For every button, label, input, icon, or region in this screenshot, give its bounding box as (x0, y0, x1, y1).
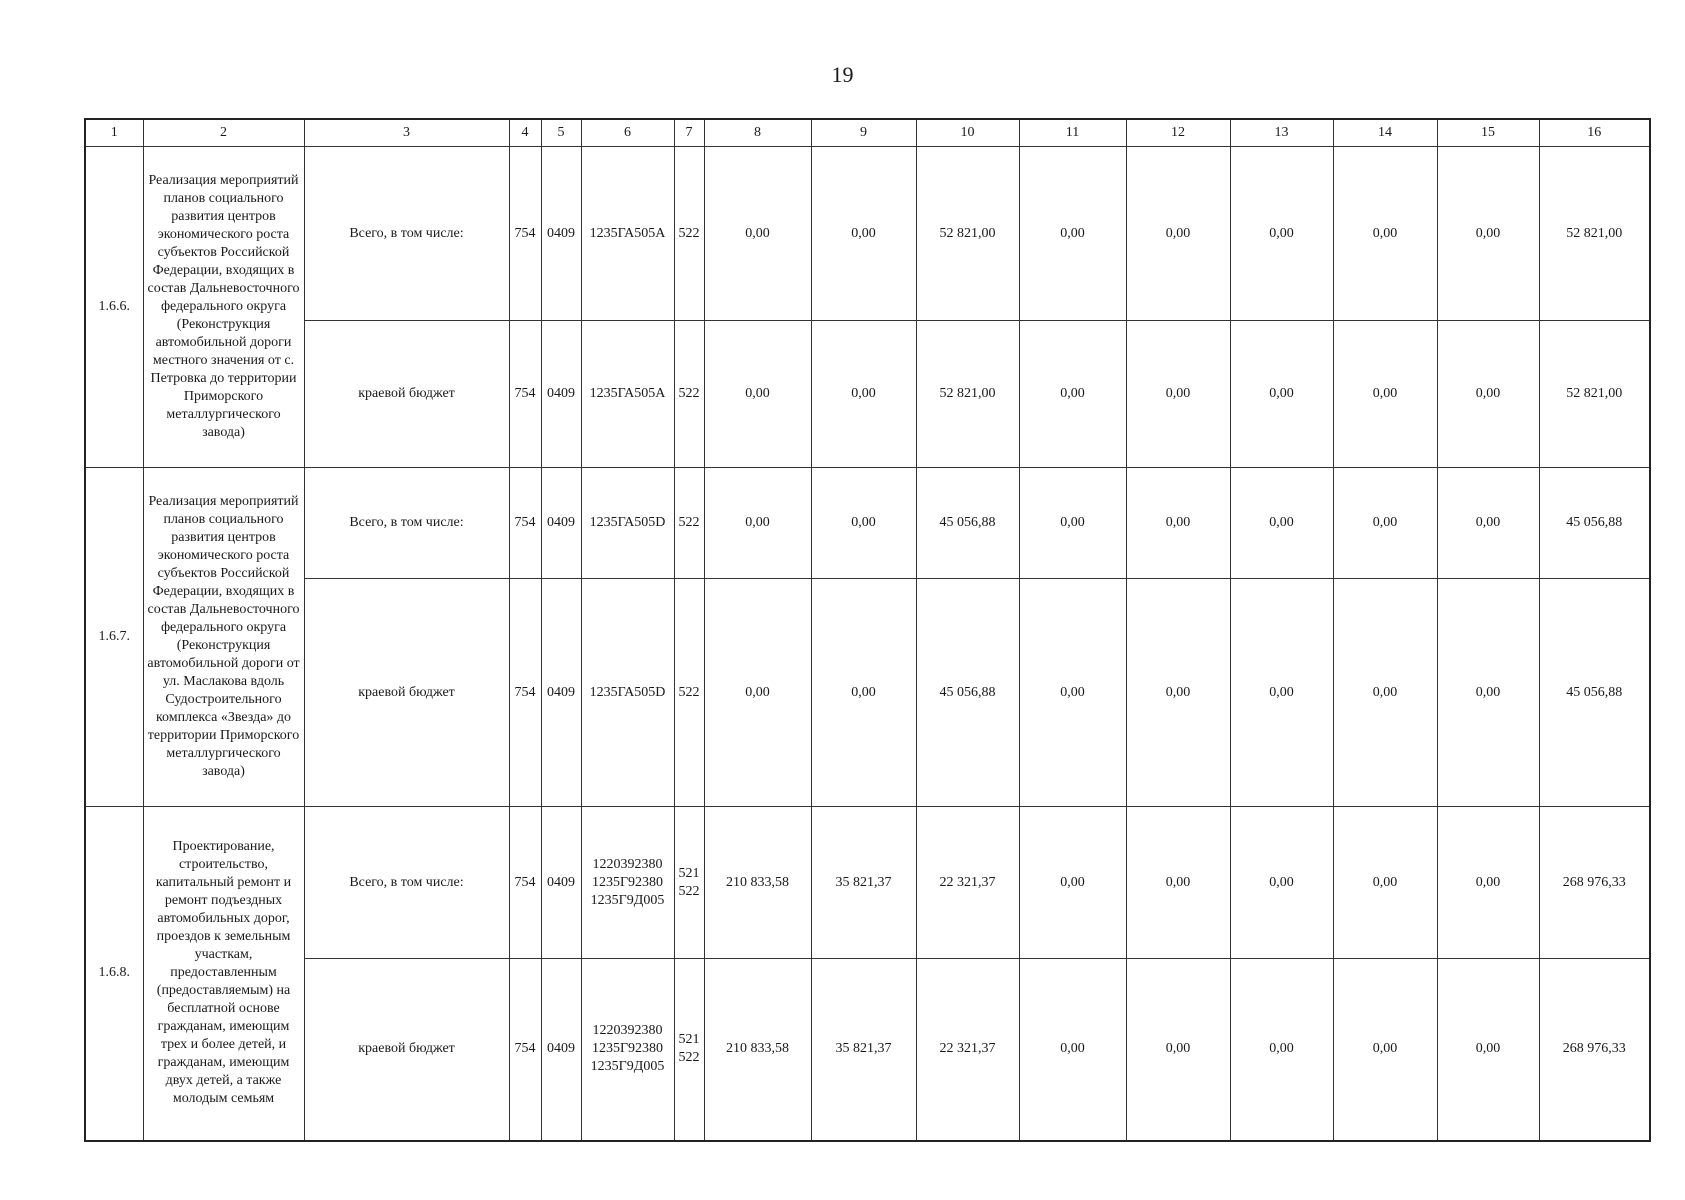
column-header: 11 (1019, 119, 1126, 147)
code-cell: 0409 (541, 579, 581, 807)
code-cell (674, 321, 704, 468)
code-line: 1235Г9Д005 (590, 1059, 665, 1075)
code-line: 521 (678, 1032, 700, 1048)
table-row (85, 959, 1650, 1141)
amount-cell: 0,00 (1126, 959, 1230, 1141)
funding-source: краевой бюджет (304, 321, 509, 468)
amount-cell: 0,00 (811, 147, 916, 321)
amount-cell: 35 821,37 (811, 807, 916, 959)
code-line: 522 (678, 1050, 700, 1066)
code-cell: 754 (509, 579, 541, 807)
amount-cell: 0,00 (1437, 147, 1539, 321)
amount-cell: 45 056,88 (916, 579, 1019, 807)
amount-cell: 45 056,88 (1539, 579, 1650, 807)
code-cell (581, 468, 674, 579)
code-cell: 0409 (541, 147, 581, 321)
item-description: Реализация мероприятий планов социального развития центров экономического роста субъектов Российской Федерации, входящих в состав Дальневосточного федерального округа (Реконструкция автомобильной дороги от ул. Маслакова вдоль Судостроительного комплекса «Звезда» до территории Приморского металлургического завода) (143, 468, 304, 807)
column-header: 7 (674, 119, 704, 147)
column-header: 4 (509, 119, 541, 147)
amount-cell: 0,00 (1333, 147, 1437, 321)
code-line: 522 (678, 225, 700, 241)
column-header: 8 (704, 119, 811, 147)
funding-source: краевой бюджет (304, 959, 509, 1141)
amount-cell: 52 821,00 (1539, 147, 1650, 321)
amount-cell: 35 821,37 (811, 959, 916, 1141)
amount-cell: 210 833,58 (704, 807, 811, 959)
code-line: 1235Г9Д005 (590, 892, 665, 908)
code-cell (581, 807, 674, 959)
amount-cell: 52 821,00 (1539, 321, 1650, 468)
code-cell (674, 807, 704, 959)
code-line: 1235ГА505D (589, 515, 666, 530)
amount-cell: 45 056,88 (916, 468, 1019, 579)
column-header: 15 (1437, 119, 1539, 147)
item-description: Проектирование, строительство, капитальный ремонт и ремонт подъездных автомобильных дорог, проездов к земельным участкам, предоставленным (предоставляемым) на бесплатной основе гражданам, имеющим трех и более детей, и гражданам, имеющим двух детей, а также молодым семьям (143, 807, 304, 1141)
column-number-row (85, 119, 1650, 147)
amount-cell: 0,00 (1437, 579, 1539, 807)
amount-cell: 0,00 (1230, 959, 1333, 1141)
table-row (85, 147, 1650, 321)
amount-cell: 0,00 (1019, 807, 1126, 959)
code-cell (581, 147, 674, 321)
amount-cell: 0,00 (1437, 807, 1539, 959)
amount-cell: 22 321,37 (916, 807, 1019, 959)
amount-cell: 0,00 (1019, 579, 1126, 807)
amount-cell: 268 976,33 (1539, 959, 1650, 1141)
funding-source: Всего, в том числе: (304, 807, 509, 959)
code-line: 522 (678, 883, 700, 899)
amount-cell: 0,00 (1126, 468, 1230, 579)
item-description: Реализация мероприятий планов социального развития центров экономического роста субъектов Российской Федерации, входящих в состав Дальневосточного федерального округа (Реконструкция автомобильной дороги местного значения от с. Петровка до территории Приморского металлургического завода) (143, 147, 304, 468)
code-line: 522 (678, 515, 700, 530)
code-line: 1220392380 (592, 856, 663, 872)
column-header: 1 (85, 119, 143, 147)
amount-cell: 0,00 (1230, 321, 1333, 468)
code-cell: 754 (509, 807, 541, 959)
funding-source: краевой бюджет (304, 579, 509, 807)
column-header: 12 (1126, 119, 1230, 147)
code-line: 1220392380 (592, 1023, 663, 1039)
code-cell: 0409 (541, 468, 581, 579)
item-number: 1.6.6. (85, 147, 143, 468)
amount-cell: 52 821,00 (916, 147, 1019, 321)
amount-cell: 52 821,00 (916, 321, 1019, 468)
amount-cell: 268 976,33 (1539, 807, 1650, 959)
amount-cell: 0,00 (1019, 147, 1126, 321)
column-header: 10 (916, 119, 1019, 147)
code-cell (674, 959, 704, 1141)
amount-cell: 0,00 (1437, 468, 1539, 579)
amount-cell: 0,00 (811, 321, 916, 468)
amount-cell: 210 833,58 (704, 959, 811, 1141)
amount-cell: 0,00 (1126, 321, 1230, 468)
amount-cell: 0,00 (1126, 807, 1230, 959)
funding-source: Всего, в том числе: (304, 468, 509, 579)
amount-cell: 0,00 (811, 579, 916, 807)
amount-cell: 0,00 (1230, 147, 1333, 321)
code-cell (581, 959, 674, 1141)
table-row (85, 321, 1650, 468)
amount-cell: 0,00 (1333, 959, 1437, 1141)
amount-cell: 0,00 (1333, 579, 1437, 807)
column-header: 14 (1333, 119, 1437, 147)
column-header: 5 (541, 119, 581, 147)
code-line: 1235ГА505А (589, 225, 666, 241)
amount-cell: 0,00 (1019, 468, 1126, 579)
amount-cell: 0,00 (1126, 147, 1230, 321)
table-row (85, 579, 1650, 807)
amount-cell: 0,00 (704, 468, 811, 579)
amount-cell: 0,00 (704, 147, 811, 321)
amount-cell: 22 321,37 (916, 959, 1019, 1141)
code-cell: 0409 (541, 321, 581, 468)
column-header: 2 (143, 119, 304, 147)
amount-cell: 0,00 (704, 321, 811, 468)
code-line: 1235ГА505А (589, 386, 666, 401)
amount-cell: 0,00 (1230, 807, 1333, 959)
amount-cell: 0,00 (1333, 807, 1437, 959)
column-header: 13 (1230, 119, 1333, 147)
code-cell: 0409 (541, 959, 581, 1141)
funding-source: Всего, в том числе: (304, 147, 509, 321)
column-header: 16 (1539, 119, 1650, 147)
column-header: 3 (304, 119, 509, 147)
code-line: 522 (678, 684, 700, 700)
table-row (85, 807, 1650, 959)
amount-cell: 0,00 (704, 579, 811, 807)
code-cell: 754 (509, 321, 541, 468)
amount-cell: 0,00 (1230, 579, 1333, 807)
item-number: 1.6.7. (85, 468, 143, 807)
amount-cell: 0,00 (1126, 579, 1230, 807)
amount-cell: 45 056,88 (1539, 468, 1650, 579)
item-number: 1.6.8. (85, 807, 143, 1141)
code-line: 1235Г92380 (591, 1041, 664, 1057)
budget-table (84, 118, 1651, 1142)
code-cell: 0409 (541, 807, 581, 959)
code-cell (674, 579, 704, 807)
table-row (85, 468, 1650, 579)
column-header: 6 (581, 119, 674, 147)
page-number: 19 (831, 62, 854, 87)
amount-cell: 0,00 (1333, 321, 1437, 468)
amount-cell: 0,00 (1437, 321, 1539, 468)
code-cell: 754 (509, 147, 541, 321)
amount-cell: 0,00 (1019, 321, 1126, 468)
code-cell (581, 579, 674, 807)
amount-cell: 0,00 (1333, 468, 1437, 579)
code-line: 1235Г92380 (591, 874, 664, 890)
code-line: 522 (678, 386, 700, 401)
code-line: 521 (678, 865, 700, 881)
amount-cell: 0,00 (811, 468, 916, 579)
column-header: 9 (811, 119, 916, 147)
code-cell (674, 468, 704, 579)
amount-cell: 0,00 (1437, 959, 1539, 1141)
code-cell (674, 147, 704, 321)
table-body (85, 119, 1650, 1141)
amount-cell: 0,00 (1019, 959, 1126, 1141)
code-cell: 754 (509, 959, 541, 1141)
code-line: 1235ГА505D (589, 684, 666, 700)
amount-cell: 0,00 (1230, 468, 1333, 579)
code-cell: 754 (509, 468, 541, 579)
code-cell (581, 321, 674, 468)
